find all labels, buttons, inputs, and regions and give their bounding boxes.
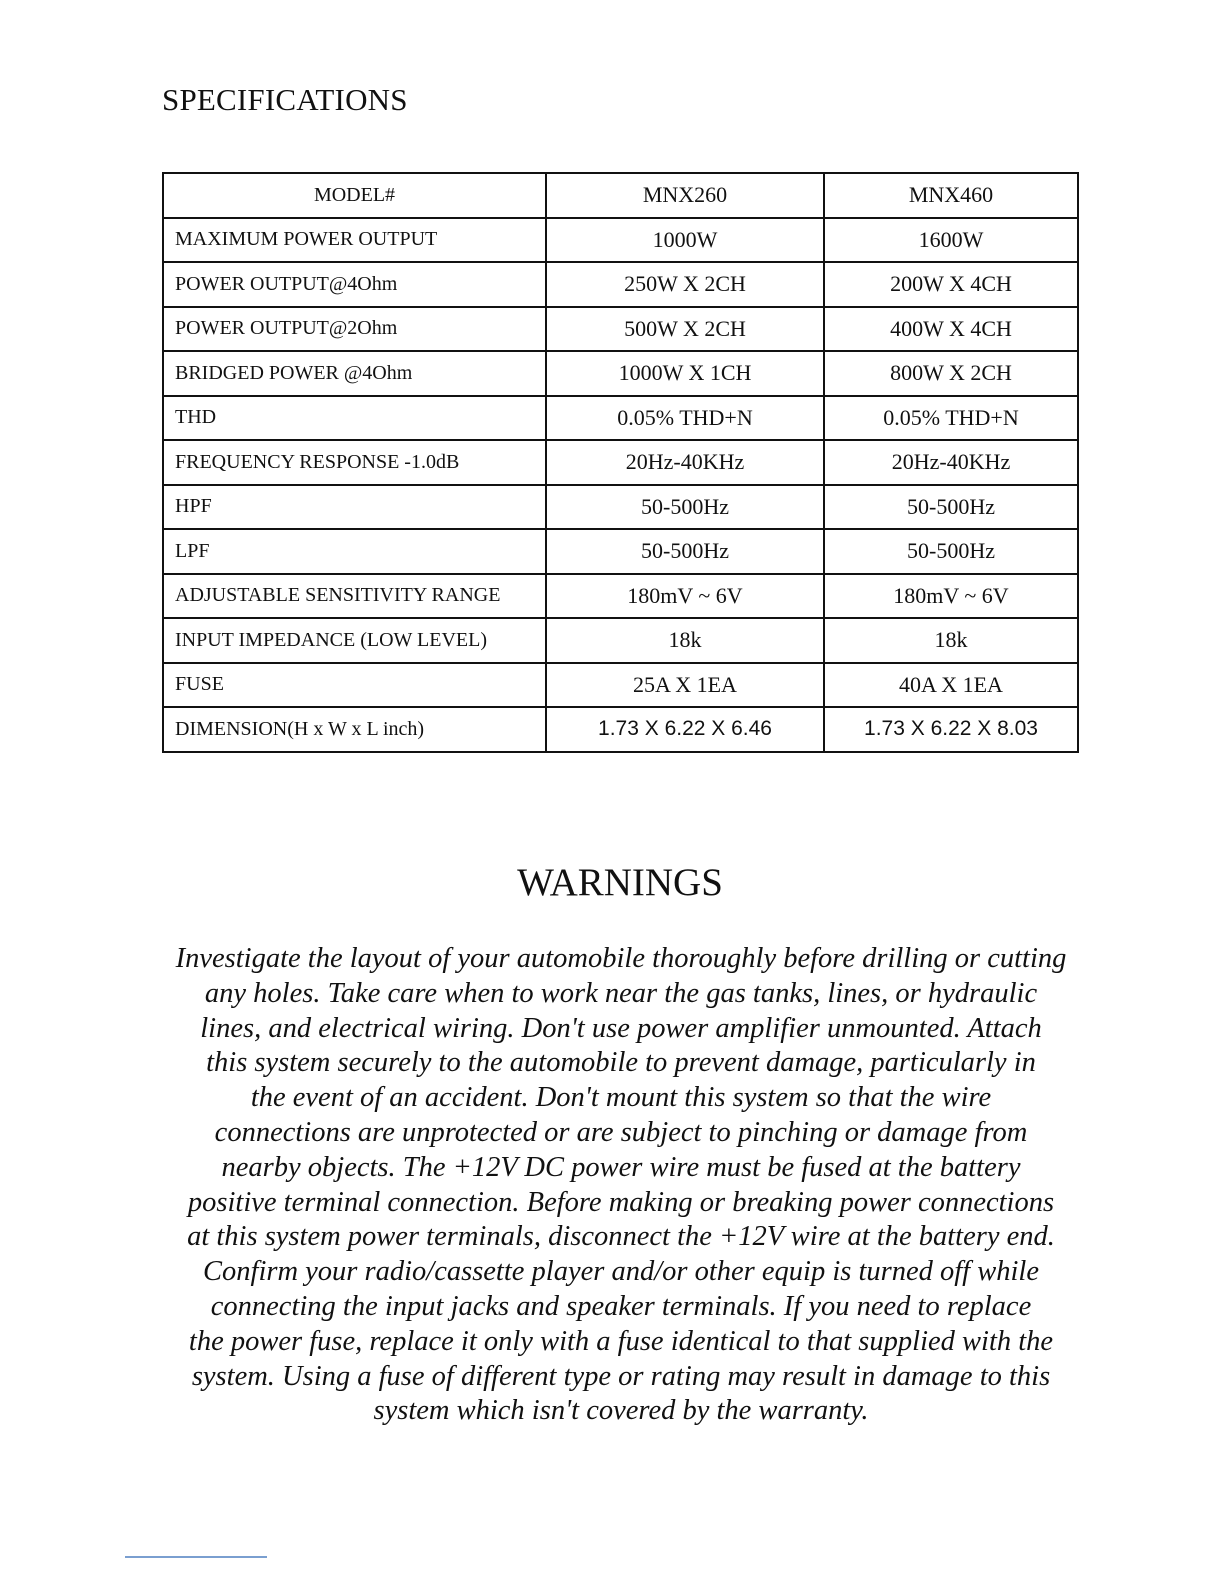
spec-value-mnx460: 40A X 1EA bbox=[824, 663, 1078, 708]
header-label-cell: MODEL# bbox=[163, 173, 546, 218]
spec-label: POWER OUTPUT@2Ohm bbox=[163, 307, 546, 352]
spec-value-mnx260: 250W X 2CH bbox=[546, 262, 824, 307]
spec-value-mnx460: 400W X 4CH bbox=[824, 307, 1078, 352]
warning-line: at this system power terminals, disconnect the +12V wire at the battery end. bbox=[187, 1221, 1055, 1253]
table-row bbox=[163, 396, 1078, 441]
spec-label: INPUT IMPEDANCE (LOW LEVEL) bbox=[163, 618, 546, 663]
table-row bbox=[163, 307, 1078, 352]
spec-value-mnx460: 20Hz-40KHz bbox=[824, 440, 1078, 485]
spec-label: THD bbox=[163, 396, 546, 441]
spec-value-mnx460: 180mV ~ 6V bbox=[824, 574, 1078, 619]
spec-label: HPF bbox=[163, 485, 546, 530]
spec-label: FUSE bbox=[163, 663, 546, 708]
spec-value-mnx260: 50-500Hz bbox=[546, 485, 824, 530]
spec-value-mnx260: 50-500Hz bbox=[546, 529, 824, 574]
warning-line: the event of an accident. Don't mount this system so that the wire bbox=[250, 1082, 992, 1114]
table-row bbox=[163, 218, 1078, 263]
warning-line: Investigate the layout of your automobile thoroughly before drilling or cutting bbox=[175, 943, 1067, 974]
spec-value-mnx460: 50-500Hz bbox=[824, 485, 1078, 530]
footer-divider bbox=[125, 1556, 267, 1558]
spec-label: MAXIMUM POWER OUTPUT bbox=[163, 218, 546, 263]
spec-label: BRIDGED POWER @4Ohm bbox=[163, 351, 546, 396]
warning-line: this system securely to the automobile to prevent damage, particularly in bbox=[206, 1047, 1036, 1079]
warning-line: system. Using a fuse of different type or rating may result in damage to this bbox=[191, 1360, 1051, 1392]
spec-value-mnx260: 1000W bbox=[546, 218, 824, 263]
spec-value-mnx460: 1600W bbox=[824, 218, 1078, 263]
spec-label: ADJUSTABLE SENSITIVITY RANGE bbox=[163, 574, 546, 619]
header-model-mnx260: MNX260 bbox=[546, 173, 824, 218]
spec-value-mnx260: 500W X 2CH bbox=[546, 307, 824, 352]
table-row bbox=[163, 707, 1078, 752]
header-model-mnx460: MNX460 bbox=[824, 173, 1078, 218]
spec-value-mnx460: 800W X 2CH bbox=[824, 351, 1078, 396]
spec-value-mnx460: 18k bbox=[824, 618, 1078, 663]
table-row bbox=[163, 618, 1078, 663]
warning-line: any holes. Take care when to work near the gas tanks, lines, or hydraulic bbox=[204, 977, 1038, 1009]
spec-value-mnx260: 1.73 X 6.22 X 6.46 bbox=[546, 707, 824, 752]
table-row bbox=[163, 663, 1078, 708]
spec-value-mnx260: 0.05% THD+N bbox=[546, 396, 824, 441]
table-row bbox=[163, 529, 1078, 574]
spec-label: POWER OUTPUT@4Ohm bbox=[163, 262, 546, 307]
table-row bbox=[163, 351, 1078, 396]
warnings-paragraph bbox=[160, 942, 1082, 1429]
spec-value-mnx460: 200W X 4CH bbox=[824, 262, 1078, 307]
specifications-title: SPECIFICATIONS bbox=[162, 82, 408, 117]
spec-label: DIMENSION(H x W x L inch) bbox=[163, 707, 546, 752]
table-row bbox=[163, 574, 1078, 619]
table-header-row bbox=[163, 173, 1078, 218]
table-row bbox=[163, 262, 1078, 307]
spec-value-mnx460: 1.73 X 6.22 X 8.03 bbox=[824, 707, 1078, 752]
warning-line: connecting the input jacks and speaker terminals. If you need to replace bbox=[210, 1290, 1032, 1322]
table-row bbox=[163, 440, 1078, 485]
spec-value-mnx460: 50-500Hz bbox=[824, 529, 1078, 574]
warning-line: lines, and electrical wiring. Don't use power amplifier unmounted. Attach bbox=[200, 1012, 1042, 1044]
spec-value-mnx260: 20Hz-40KHz bbox=[546, 440, 824, 485]
warning-line: positive terminal connection. Before making or breaking power connections bbox=[187, 1186, 1055, 1218]
warning-line: Confirm your radio/cassette player and/or other equip is turned off while bbox=[203, 1256, 1039, 1288]
specifications-table bbox=[162, 172, 1079, 753]
warnings-title: WARNINGS bbox=[517, 861, 723, 904]
spec-value-mnx260: 1000W X 1CH bbox=[546, 351, 824, 396]
spec-value-mnx260: 180mV ~ 6V bbox=[546, 574, 824, 619]
warning-line: the power fuse, replace it only with a fuse identical to that supplied with the bbox=[188, 1325, 1054, 1357]
table-row bbox=[163, 485, 1078, 530]
warning-line: connections are unprotected or are subject to pinching or damage from bbox=[214, 1116, 1028, 1148]
warning-line: system which isn't covered by the warranty. bbox=[373, 1395, 869, 1427]
spec-value-mnx460: 0.05% THD+N bbox=[824, 396, 1078, 441]
spec-value-mnx260: 25A X 1EA bbox=[546, 663, 824, 708]
spec-label: FREQUENCY RESPONSE -1.0dB bbox=[163, 440, 546, 485]
spec-label: LPF bbox=[163, 529, 546, 574]
spec-value-mnx260: 18k bbox=[546, 618, 824, 663]
warning-line: nearby objects. The +12V DC power wire must be fused at the battery bbox=[221, 1151, 1021, 1183]
